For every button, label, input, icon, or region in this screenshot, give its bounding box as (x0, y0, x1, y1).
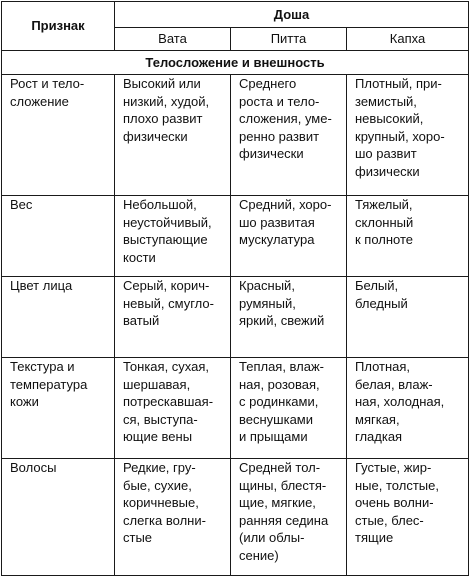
header-vata: Вата (115, 28, 231, 51)
header-pitta: Питта (231, 28, 347, 51)
row-feature: Волосы (2, 459, 115, 576)
row-feature: Текстура и температура кожи (2, 358, 115, 459)
table-row (2, 277, 469, 358)
cell-pitta: Средний, хоро- шо развитая мускулатура (231, 196, 347, 277)
cell-pitta: Теплая, влаж- ная, розовая, с родинками, веснушками и прыщами (231, 358, 347, 459)
header-row-top (2, 2, 469, 28)
cell-kapha: Плотная, белая, влаж- ная, холодная, мягкая, гладкая (347, 358, 469, 459)
row-feature: Цвет лица (2, 277, 115, 358)
cell-kapha: Белый, бледный (347, 277, 469, 358)
row-feature: Вес (2, 196, 115, 277)
cell-vata: Небольшой, неустойчивый, выступающие кости (115, 196, 231, 277)
cell-pitta: Красный, румяный, яркий, свежий (231, 277, 347, 358)
table-row (2, 75, 469, 196)
cell-vata: Серый, корич- невый, смугло- ватый (115, 277, 231, 358)
cell-vata: Высокий или низкий, худой, плохо развит физически (115, 75, 231, 196)
cell-kapha: Тяжелый, склонный к полноте (347, 196, 469, 277)
cell-pitta: Средней тол- щины, блестя- щие, мягкие, ранняя седина (или облы- сение) (231, 459, 347, 576)
table-row (2, 196, 469, 277)
section-row (2, 51, 469, 75)
cell-vata: Редкие, гру- бые, сухие, коричневые, слегка волни- стые (115, 459, 231, 576)
cell-kapha: Густые, жир- ные, толстые, очень волни- стые, блес- тящие (347, 459, 469, 576)
table-row (2, 459, 469, 576)
header-feature: Признак (2, 2, 115, 51)
cell-pitta: Среднего роста и тело- сложения, уме- ренно развит физически (231, 75, 347, 196)
cell-vata: Тонкая, сухая, шершавая, потрескавшая- ся, выступа- ющие вены (115, 358, 231, 459)
row-feature: Рост и тело- сложение (2, 75, 115, 196)
header-dosha: Доша (115, 2, 469, 28)
header-kapha: Капха (347, 28, 469, 51)
dosha-comparison-table (1, 1, 469, 576)
cell-kapha: Плотный, при- земистый, невысокий, крупный, хоро- шо развит физически (347, 75, 469, 196)
table-row (2, 358, 469, 459)
section-title: Телосложение и внешность (2, 51, 469, 75)
